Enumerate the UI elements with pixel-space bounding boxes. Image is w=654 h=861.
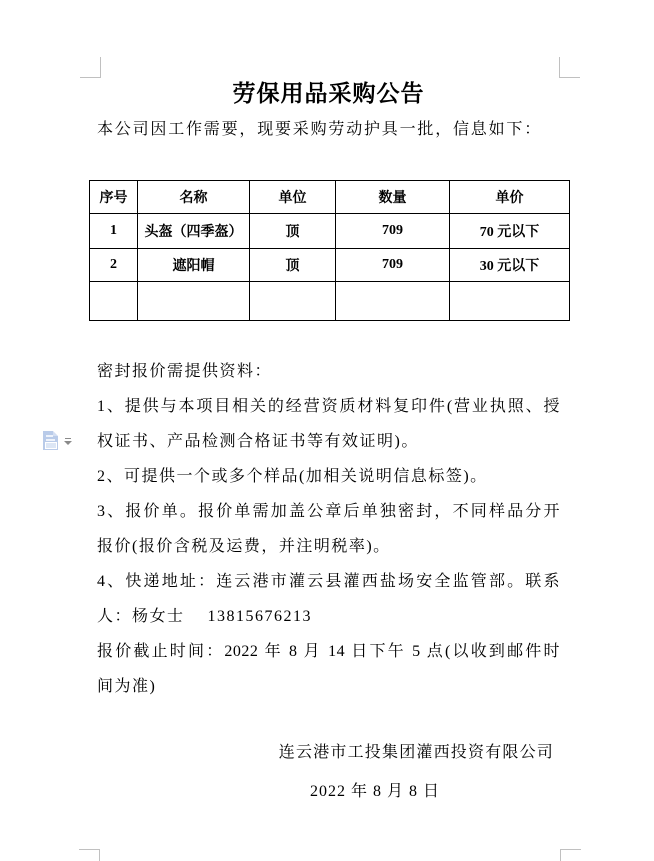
cell-unit: 顶 [250,214,336,249]
cell-quantity [336,282,450,321]
cell-quantity: 709 [336,249,450,282]
cell-unit: 顶 [250,249,336,282]
crop-mark-top-left [80,57,101,78]
body-line: 权证书、产品检测合格证书等有效证明)。 [97,424,560,459]
body-line: 密封报价需提供资料： [97,354,560,389]
body-line: 报价截止时间：2022 年 8 月 14 日下午 5 点(以收到邮件时 [97,634,560,669]
body-line: 人：杨女士 13815676213 [97,599,560,634]
body-line: 4、快递地址：连云港市灌云县灌西盐场安全监管部。联系 [97,564,560,599]
table-header-row [90,181,570,214]
cell-quantity: 709 [336,214,450,249]
paste-options-icon[interactable] [43,431,58,450]
dropdown-arrow-icon[interactable] [64,438,72,446]
cell-index [90,282,138,321]
items-table [89,180,570,321]
requirements-section [97,354,560,704]
body-line: 1、提供与本项目相关的经营资质材料复印件(营业执照、授 [97,389,560,424]
cell-price [450,282,570,321]
table-row-empty [90,282,570,321]
cell-name [138,282,250,321]
col-header-index: 序号 [90,181,138,214]
body-line: 2、可提供一个或多个样品(加相关说明信息标签)。 [97,459,560,494]
col-header-quantity: 数量 [336,181,450,214]
signature-date: 2022 年 8 月 8 日 [97,782,560,802]
cell-index: 2 [90,249,138,282]
body-line: 间为准) [97,669,560,704]
signature-block [97,743,560,802]
cell-price: 70 元以下 [450,214,570,249]
table-row [90,249,570,282]
page-title: 劳保用品采购公告 [97,81,560,107]
col-header-unit: 单位 [250,181,336,214]
signature-company: 连云港市工投集团灌西投资有限公司 [97,743,560,763]
body-line: 报价(报价含税及运费，并注明税率)。 [97,529,560,564]
cell-name: 遮阳帽 [138,249,250,282]
table-row [90,214,570,249]
cell-index: 1 [90,214,138,249]
cell-price: 30 元以下 [450,249,570,282]
document-body [97,77,560,802]
crop-mark-top-right [559,57,580,78]
crop-mark-bottom-right [560,849,581,861]
col-header-price: 单价 [450,181,570,214]
paste-options-button[interactable] [43,431,79,457]
intro-paragraph: 本公司因工作需要，现要采购劳动护具一批，信息如下： [97,120,560,140]
cell-name: 头盔（四季盔） [138,214,250,249]
crop-mark-bottom-left [79,849,100,861]
cell-unit [250,282,336,321]
col-header-name: 名称 [138,181,250,214]
body-line: 3、报价单。报价单需加盖公章后单独密封，不同样品分开 [97,494,560,529]
